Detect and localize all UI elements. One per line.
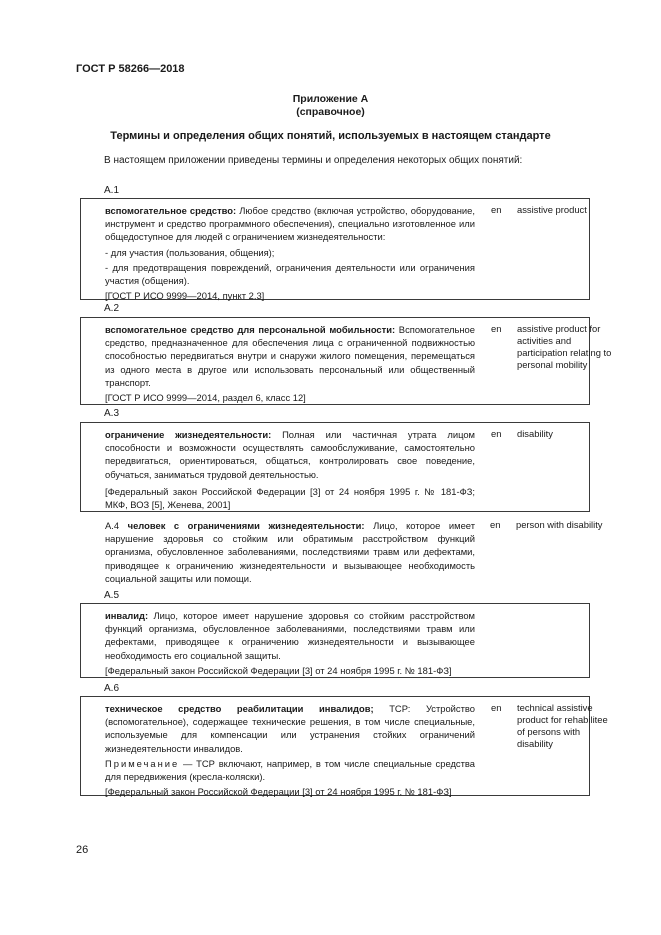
term-entry-a2 <box>80 317 612 405</box>
note-text: — ТСР включают, например, в том числе специальные средства для передвижения (кресла-коляски). <box>105 757 475 783</box>
language-code: en <box>491 204 502 215</box>
term-ru: вспомогательное средство для персональной мобильности: <box>105 324 396 335</box>
definition-text: Лицо, которое имеет нарушение здоровья со стойким расстройством функций организма, обусловленное заболеваниями, последствиями травм или дефектами, приводящее к ограничению жизнедеятельности и вызывающее необходимость его социальной защиты. <box>105 610 475 661</box>
term-en: person with disability <box>516 519 603 530</box>
entry-number: А.1 <box>104 185 120 196</box>
term-ru: ограничение жизнедеятельности: <box>105 429 272 440</box>
term-ru: вспомогательное средство: <box>105 205 237 216</box>
reference: [Федеральный закон Российской Федерации [3] от 24 ноября 1995 г. № 181-ФЗ; МКФ, ВОЗ [5], Женева, 2001] <box>105 485 475 511</box>
reference: [ГОСТ Р ИСО 9999—2014, пункт 2.3] <box>105 290 265 302</box>
term-en: assistive product for activities and participation relating to personal mobility <box>517 323 612 370</box>
page-number: 26 <box>76 844 89 856</box>
term-en: disability <box>517 428 553 439</box>
definition-text: ТСР: Устройство (вспомогательное), содержащее технические решения, в том числе специальные, используемые для компенсации или устранения стойких ограничений жизнедеятельности инвалидов. <box>105 703 475 754</box>
document-header: ГОСТ Р 58266—2018 <box>76 63 185 75</box>
intro-text: В настоящем приложении приведены термины и определения некоторых общих понятий: <box>104 155 523 166</box>
definition-text: Вспомогательное средство, предназначенное для обеспечения лица с ограниченной подвижностью способностью передвигаться внутри и снаружи жилого помещения, перемещаться из одного места в другое или использовать персональный или общественный транспорт. <box>105 324 475 388</box>
note-label: Примечание <box>105 757 180 769</box>
term-entry-a5 <box>80 603 590 678</box>
definition-text: Любое средство (включая устройство, оборудование, инструмент и средство программного обеспечения), специально изготовленное или общедоступное для людей с ограничением жизнедеятельности: <box>105 205 475 243</box>
language-code: en <box>491 428 502 439</box>
term-ru: техническое средство реабилитации инвалидов; <box>105 703 374 714</box>
definition <box>105 428 475 511</box>
language-code: en <box>491 323 502 334</box>
reference: [Федеральный закон Российской Федерации [3] от 24 ноября 1995 г. № 181-ФЗ] <box>105 664 452 676</box>
definition <box>105 204 475 302</box>
term-entry-a1 <box>80 198 590 300</box>
entry-number: А.6 <box>104 683 120 694</box>
definition-text: Полная или частичная утрата лицом способности и возможности осуществлять самообслуживание, самостоятельно передвигаться, ориентироваться, общаться, контролировать свое поведение, обучаться, заниматься трудовой деятельностью. <box>105 429 475 480</box>
definition <box>105 609 475 677</box>
reference: [ГОСТ Р ИСО 9999—2014, раздел 6, класс 12] <box>105 392 306 404</box>
term-en: assistive product <box>517 204 587 215</box>
term-entry-a6 <box>80 696 608 798</box>
term-en: technical assistive product for rehabilitee of persons with disability <box>517 702 608 749</box>
entry-number: А.3 <box>104 408 120 419</box>
term-entry-a3 <box>80 422 590 512</box>
entry-number: А.2 <box>104 303 120 314</box>
appendix-title: Приложение А <box>292 93 369 105</box>
definition-text: Лицо, которое имеет нарушение здоровья со стойким или обратимым расстройством функций организма, обусловленное заболеваниями, последствиями травм или дефектами, приводящее к ограничению жизнедеятельности и вызывающее необходимость социальной защиты или помощи. <box>105 520 475 584</box>
reference: [Федеральный закон Российской Федерации [3] от 24 ноября 1995 г. № 181-ФЗ] <box>105 786 452 798</box>
definition <box>105 519 475 585</box>
list-item: - для участия (пользования, общения); <box>105 246 275 258</box>
term-ru: человек с ограничениями жизнедеятельности: <box>127 520 365 531</box>
note <box>105 757 475 783</box>
term-entry-a4 <box>80 519 603 584</box>
definition <box>105 323 475 404</box>
term-ru: инвалид: <box>105 610 149 621</box>
list-item: - для предотвращения повреждений, ограничения деятельности или ограничения участия (общения). <box>105 261 475 287</box>
definition <box>105 702 475 798</box>
language-code: en <box>491 702 502 713</box>
section-title: Термины и определения общих понятий, используемых в настоящем стандарте <box>110 130 551 142</box>
language-code: en <box>490 519 501 530</box>
entry-number: А.5 <box>104 590 120 601</box>
appendix-subtitle: (справочное) <box>296 106 365 118</box>
entry-number: А.4 <box>105 520 120 531</box>
